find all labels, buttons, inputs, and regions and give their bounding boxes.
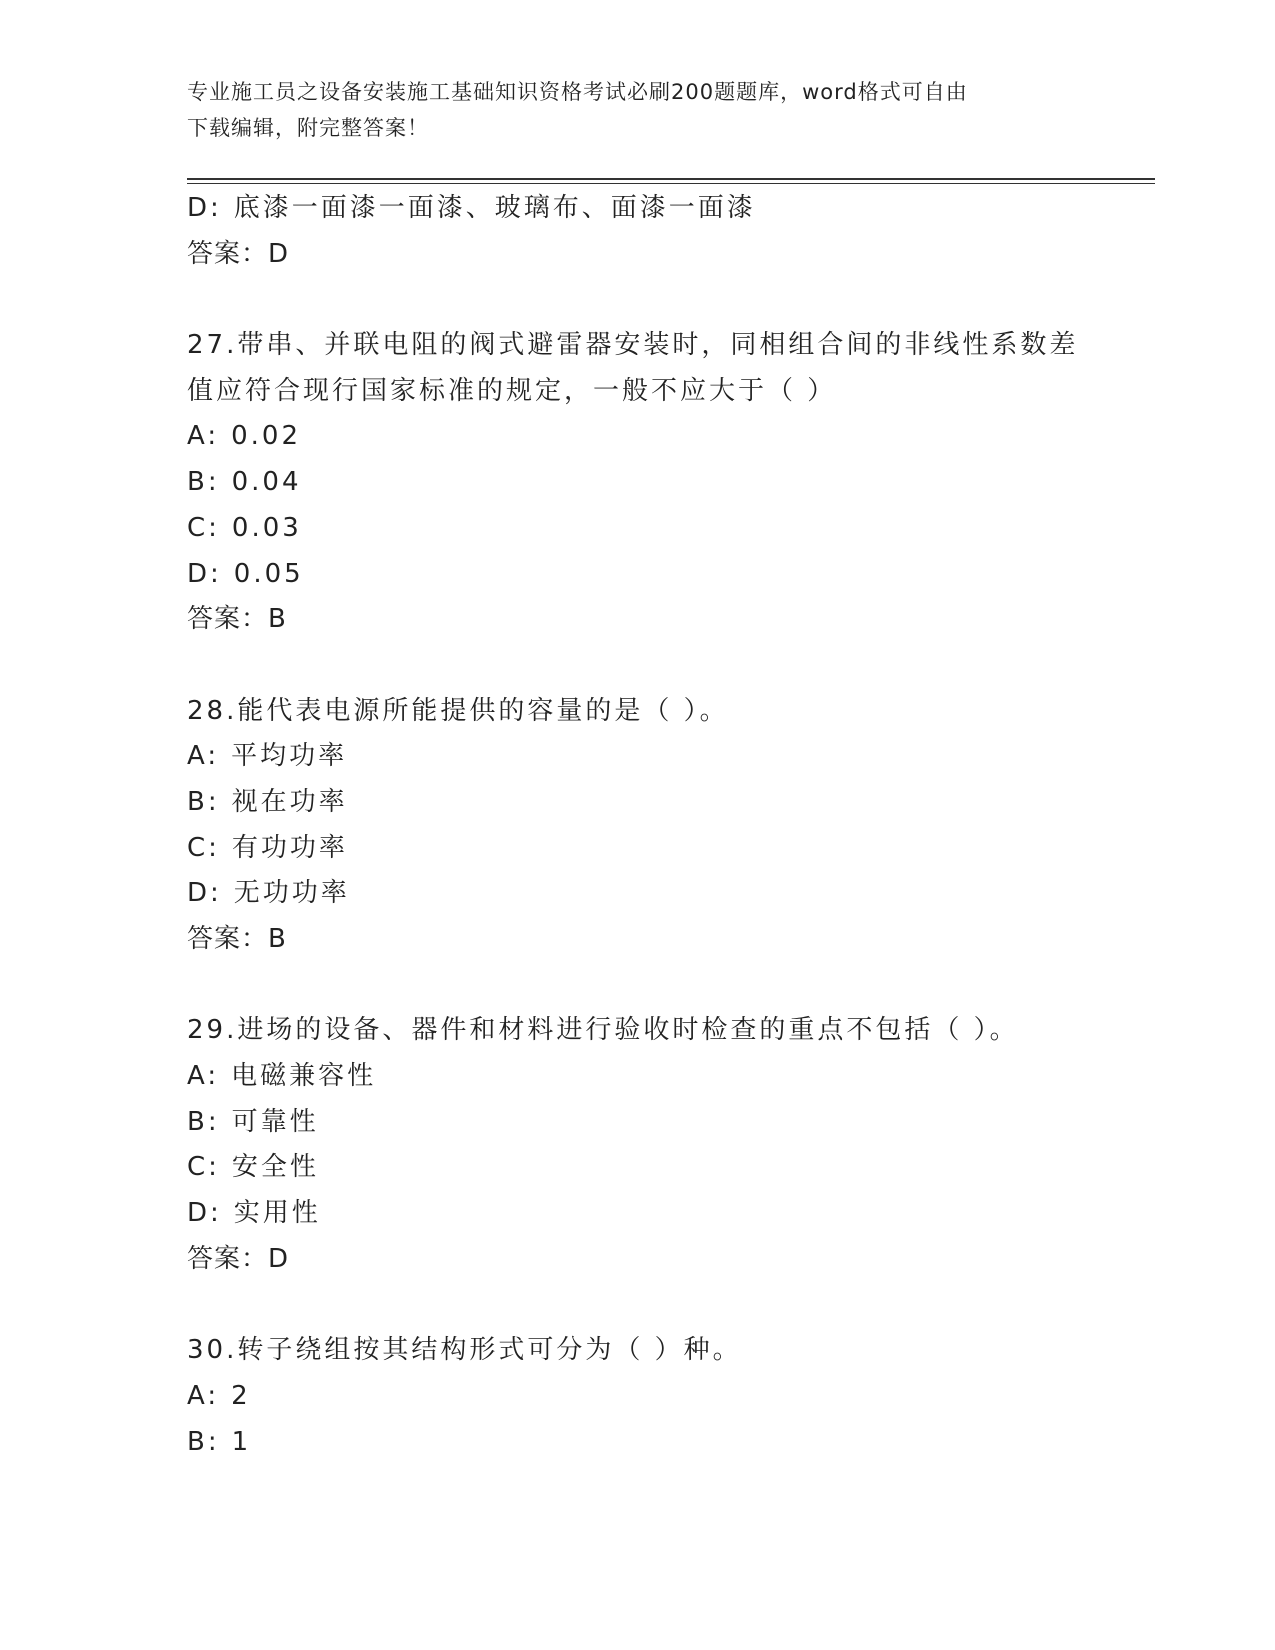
option-label: A: <box>187 1061 220 1092</box>
option-b <box>187 1100 1087 1146</box>
option-text: 0.02 <box>231 421 301 452</box>
option-label: D: <box>187 193 222 223</box>
option-text: 电磁兼容性 <box>231 1061 377 1092</box>
option-text: 视在功率 <box>231 786 348 817</box>
option-text: 可靠性 <box>231 1106 319 1137</box>
option-label: A: <box>187 421 220 452</box>
option-text: 1 <box>231 1426 252 1457</box>
answer-line: 答案：B <box>187 924 287 954</box>
question-stem-continued: 值应符合现行国家标准的规定，一般不应大于（ ） <box>187 375 837 406</box>
option-b <box>187 1420 1087 1466</box>
header-line-1: 专业施工员之设备安装施工基础知识资格考试必刷200题题库，word格式可自由 <box>187 80 968 104</box>
option-b <box>187 780 1087 826</box>
option-label: B: <box>187 1426 220 1457</box>
option-d <box>187 186 1087 232</box>
option-label: C: <box>187 832 220 863</box>
option-label: D: <box>187 1198 222 1229</box>
spacer <box>187 963 1087 1009</box>
option-text: 底漆一面漆一面漆、玻璃布、面漆一面漆 <box>233 193 756 223</box>
option-c <box>187 506 1087 552</box>
option-text: 安全性 <box>231 1152 319 1183</box>
answer-line: 答案：B <box>187 604 287 635</box>
option-label: B: <box>187 1106 220 1137</box>
option-text: 实用性 <box>233 1198 321 1229</box>
option-a <box>187 1374 1087 1420</box>
option-text: 0.04 <box>231 467 302 498</box>
option-c <box>187 1145 1087 1191</box>
spacer <box>187 277 1087 323</box>
spacer <box>187 643 1087 689</box>
question-list <box>187 186 1087 1465</box>
option-text: 有功功率 <box>231 832 348 863</box>
question-stem: 30.转子绕组按其结构形式可分为（ ）种。 <box>187 1335 742 1366</box>
option-text: 平均功率 <box>231 741 348 772</box>
option-c <box>187 826 1087 872</box>
option-d <box>187 871 1087 917</box>
question-stem: 29.进场的设备、器件和材料进行验收时检查的重点不包括（ ）。 <box>187 1015 1019 1046</box>
option-d <box>187 552 1087 598</box>
option-text: 2 <box>231 1380 251 1411</box>
answer-line: 答案：D <box>187 238 290 269</box>
option-a <box>187 414 1087 460</box>
option-label: A: <box>187 741 220 772</box>
document-header <box>187 74 1067 146</box>
header-divider-thick <box>187 178 1155 180</box>
spacer <box>187 1283 1087 1329</box>
option-text: 无功功率 <box>233 878 350 909</box>
option-label: B: <box>187 467 220 498</box>
question-stem: 27.带串、并联电阻的阀式避雷器安装时，同相组合间的非线性系数差 <box>187 330 1079 361</box>
option-label: C: <box>187 1152 220 1183</box>
option-label: D: <box>187 558 222 589</box>
option-a <box>187 734 1087 780</box>
option-label: A: <box>187 1380 220 1411</box>
answer-line: 答案：D <box>187 1243 290 1274</box>
option-label: C: <box>187 512 220 543</box>
option-d <box>187 1191 1087 1237</box>
option-label: B: <box>187 786 220 817</box>
question-stem: 28.能代表电源所能提供的容量的是（ ）。 <box>187 695 729 726</box>
option-text: 0.03 <box>231 512 302 543</box>
option-text: 0.05 <box>233 558 304 589</box>
header-divider-thin <box>187 183 1155 184</box>
header-line-2: 下载编辑，附完整答案！ <box>187 116 429 140</box>
option-b <box>187 460 1087 506</box>
option-a <box>187 1054 1087 1100</box>
option-label: D: <box>187 878 222 909</box>
